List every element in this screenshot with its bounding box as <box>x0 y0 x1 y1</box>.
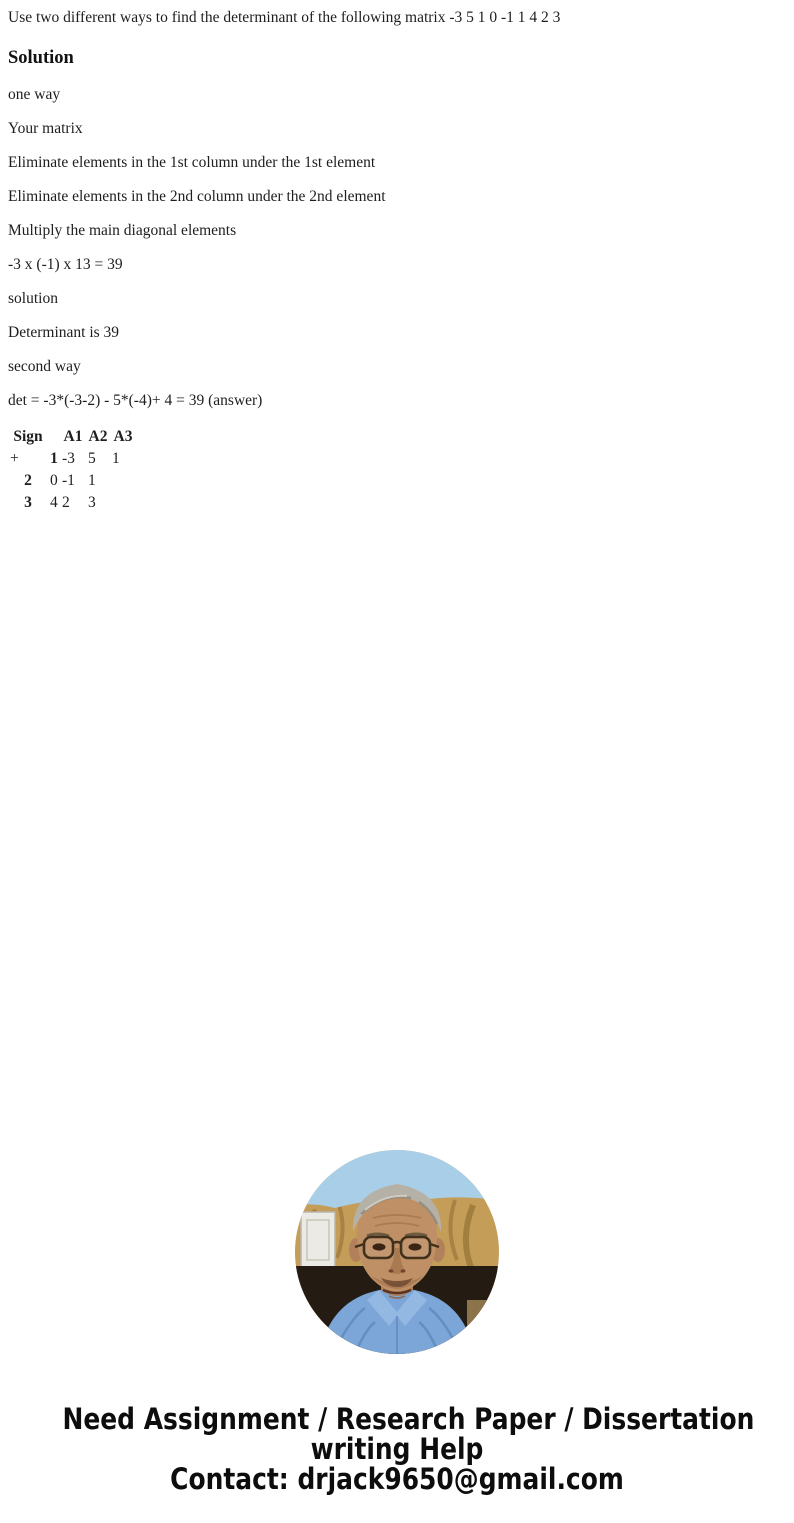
solution-paragraph: one way <box>8 86 61 103</box>
matrix-table-header-cell: Sign <box>13 428 43 445</box>
matrix-table-cell: 1 <box>50 450 58 467</box>
solution-heading: Solution <box>8 48 74 68</box>
matrix-table-cell: 2 <box>24 472 32 489</box>
matrix-table-row <box>8 470 136 492</box>
solution-paragraph: Determinant is 39 <box>8 324 120 341</box>
solution-paragraph: second way <box>8 358 81 375</box>
solution-paragraph: Multiply the main diagonal elements <box>8 222 237 239</box>
footer-line: writing Help <box>310 1432 484 1466</box>
matrix-table <box>8 426 136 514</box>
matrix-table-header-cell <box>48 426 60 448</box>
solution-paragraphs <box>8 86 786 410</box>
matrix-table-cell: 0 <box>50 472 58 489</box>
matrix-table-row <box>8 492 136 514</box>
eye <box>409 1243 422 1250</box>
matrix-table-header-cell: A1 <box>63 428 83 445</box>
profile-photo-illustration <box>295 1150 499 1354</box>
matrix-table-cell: 4 <box>50 494 58 511</box>
profile-photo <box>295 1150 499 1354</box>
solution-paragraph: -3 x (-1) x 13 = 39 <box>8 256 123 273</box>
matrix-table-header-cell: A2 <box>88 428 108 445</box>
matrix-table-cell: 1 <box>88 472 96 489</box>
matrix-table-cell: 2 <box>62 494 70 511</box>
eye <box>373 1243 386 1250</box>
footer-line: Contact: drjack9650@gmail.com <box>170 1462 624 1496</box>
matrix-table-cell: -1 <box>62 472 75 489</box>
solution-paragraph: det = -3*(-3-2) - 5*(-4)+ 4 = 39 (answer) <box>8 392 263 409</box>
solution-paragraph: Eliminate elements in the 1st column under the 1st element <box>8 154 376 171</box>
matrix-table-cell: + <box>10 450 19 467</box>
matrix-table-cell: 1 <box>112 450 120 467</box>
matrix-table-cell: 3 <box>24 494 32 511</box>
solution-paragraph: Eliminate elements in the 2nd column under the 2nd element <box>8 188 386 205</box>
matrix-table-header-cell: A3 <box>113 428 133 445</box>
matrix-table-cell <box>110 470 136 492</box>
question-text: Use two different ways to find the determinant of the following matrix -3 5 1 0 -1 1 4 2 3 <box>8 9 561 26</box>
matrix-table-cell: 5 <box>88 450 96 467</box>
solution-paragraph: Your matrix <box>8 120 83 137</box>
matrix-table-cell: -3 <box>62 450 75 467</box>
matrix-table-row <box>8 448 136 470</box>
footer-line: Need Assignment / Research Paper / Dissertation <box>62 1402 755 1436</box>
matrix-table-header-row <box>8 426 136 448</box>
footer <box>8 1404 786 1494</box>
matrix-table-cell <box>110 492 136 514</box>
solution-paragraph: solution <box>8 290 58 307</box>
matrix-table-cell: 3 <box>88 494 96 511</box>
